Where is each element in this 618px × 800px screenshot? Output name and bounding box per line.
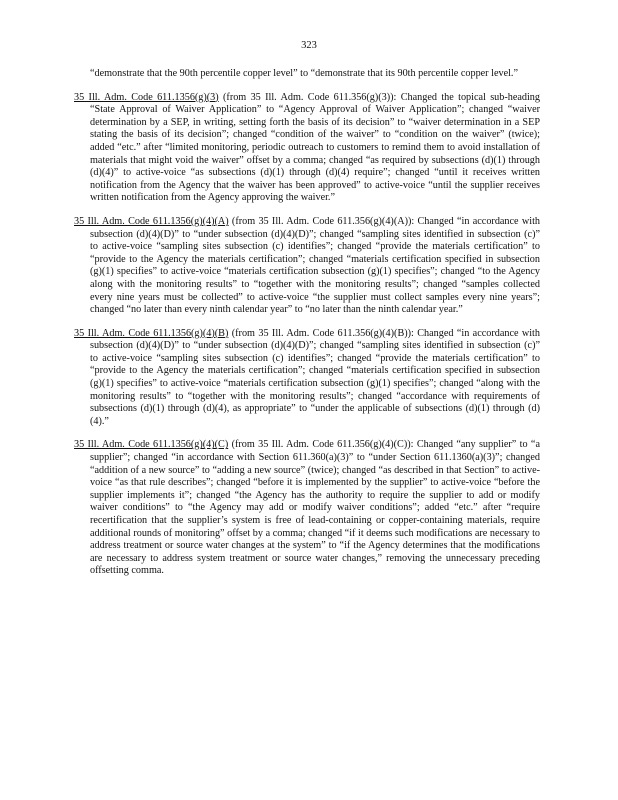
rule-description: (from 35 Ill. Adm. Code 611.356(g)(4)(C)): Changed “any supplier” to “a supplier”; changed “in accordance with Section 611.360(a)(3)” to “under Section 611.1360(a)(3)”; changed “addition of a new source” to “adding a new source” (twice); changed “as described in that Section” to active-voice “as that rule describes”; changed “before it is implemented by the supplier” to active-voice “before the supplier implements it”; changed “the Agency has the authority to require the supplier to add or modify waiver conditions” to “the Agency may add or modify waiver conditions”; added “etc.” after “require recertification that the supplier’s system is free of lead-containing or copper-containing materials, require additional rounds of monitoring” offset by a comma; changed “if it deems such modifications are necessary to address treatment or source water changes at the system” to “if the Agency determines that the modifications are necessary to address system treatment or source water changes,” removing the unnecessary preceding offsetting comma. bbox=[90, 439, 540, 577]
rule-entry-2 bbox=[74, 216, 540, 317]
rule-description: (from 35 Ill. Adm. Code 611.356(g)(4)(A)): Changed “in accordance with subsection (d)(4)(D)” to “under subsection (d)(4)(D)”; changed “sampling sites identified in subsection (c)” to active-voice “sampling sites subsection (c) identifies”; changed “provide the materials certification” to “provide to the Agency the materials certification”; changed “materials certification specified in subsection (g)(1) specifies” to active-voice “materials certification subsection (g)(1) specifies”; changed “to the Agency along with the monitoring results” to “together with the monitoring results”; changed “samples collected every nine years must be collected” to active-voice “the supplier must collect samples every nine years”; changed “no later than every ninth calendar year” to “no later than the ninth calendar year.” bbox=[90, 215, 540, 316]
rule-description: (from 35 Ill. Adm. Code 611.356(g)(4)(B)): Changed “in accordance with subsection (d)(4)(D)” to “under subsection (d)(4)(D)”; changed “sampling sites identified in subsection (c)” to active-voice “sampling sites subsection (c) identifies”; changed “provide the materials certification” to “provide to the Agency the materials certification”; changed “materials certification specified in subsection (g)(1) specifies” to active-voice “materials certification subsection (g)(1) specifies”; changed “along with the monitoring results” to “together with the monitoring results”; changed “accordance with requirements of subsections (d)(1) through (d)(4), as appropriate” to “under the applicable of subsections (d)(1) through (d)(4).” bbox=[90, 327, 540, 427]
rule-entry-1 bbox=[74, 92, 540, 205]
rule-citation: 35 Ill. Adm. Code 611.1356(g)(4)(B) bbox=[74, 327, 229, 339]
page-content bbox=[74, 68, 540, 589]
rule-citation: 35 Ill. Adm. Code 611.1356(g)(4)(C) bbox=[74, 439, 229, 451]
rule-entry-3 bbox=[74, 328, 540, 429]
page-number: 323 bbox=[301, 40, 317, 51]
rule-citation: 35 Ill. Adm. Code 611.1356(g)(3) bbox=[74, 91, 219, 103]
rule-entry-4 bbox=[74, 439, 540, 578]
rule-description: (from 35 Ill. Adm. Code 611.356(g)(3)): Changed the topical sub-heading “State Approval of Waiver Application” to “Agency Approval of Waiver Application”; changed “waiver determination by a SEP, in writing, setting forth the basis of its decision” to “waiver determination in a SEP stating the basis of its decision”; changed “condition of the waiver” to “condition on the waiver” (twice); added “etc.” after “limited monitoring, periodic outreach to customers to remind them to avoid installation of materials that might void the waiver” offset by a comma; changed “as required by subsections (d)(1) through (d)(4)” to active-voice “as subsections (d)(1) through (d)(4) require”; changed “until it receives written notification from the Agency that the waiver has been approved” to active-voice “until the supplier receives written notification from the Agency approving the waiver.” bbox=[90, 91, 540, 204]
continuation-paragraph: “demonstrate that the 90th percentile copper level” to “demonstrate that its 90th percentile copper level.” bbox=[90, 68, 518, 79]
rule-citation: 35 Ill. Adm. Code 611.1356(g)(4)(A) bbox=[74, 215, 229, 227]
